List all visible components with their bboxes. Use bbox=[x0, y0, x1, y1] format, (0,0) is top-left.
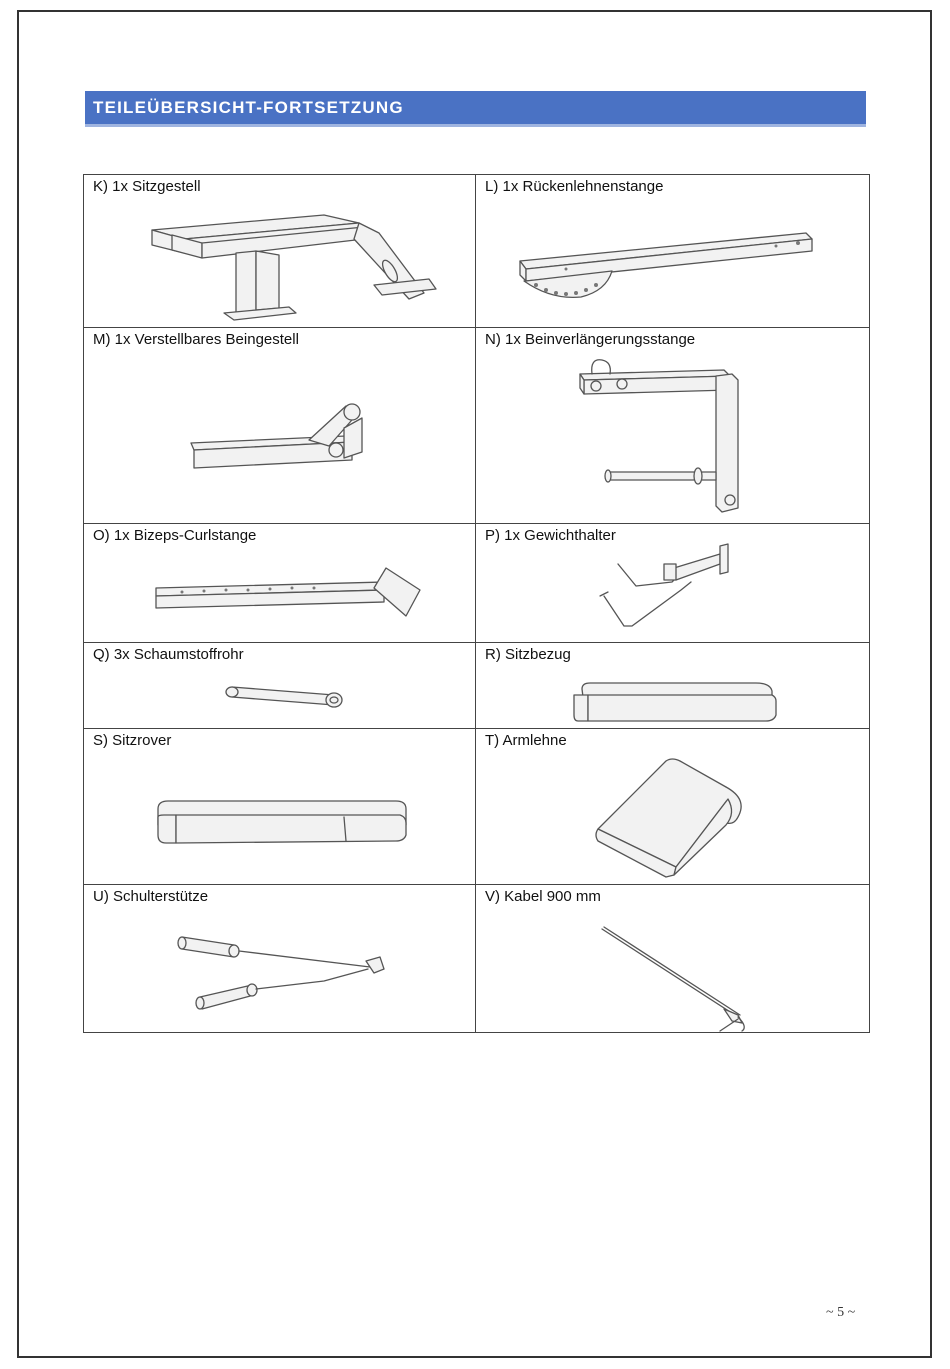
part-label-t: T) Armlehne bbox=[485, 732, 567, 749]
foam-tube-icon bbox=[84, 643, 476, 729]
part-cell-q bbox=[84, 643, 476, 729]
armrest-icon bbox=[476, 729, 870, 885]
part-cell-o bbox=[84, 524, 476, 643]
shoulder-support-icon bbox=[84, 885, 476, 1033]
page-number: ~ 5 ~ bbox=[826, 1305, 856, 1320]
leg-extension-bar-icon bbox=[476, 328, 870, 524]
weight-holder-icon bbox=[476, 524, 870, 643]
seat-frame-icon bbox=[84, 175, 476, 328]
part-cell-p bbox=[476, 524, 870, 643]
part-cell-t bbox=[476, 729, 870, 885]
part-label-s: S) Sitzrover bbox=[93, 732, 172, 749]
part-cell-u bbox=[84, 885, 476, 1033]
part-label-p: P) 1x Gewichthalter bbox=[485, 527, 616, 544]
part-cell-k bbox=[84, 175, 476, 328]
part-label-n: N) 1x Beinverlängerungsstange bbox=[485, 331, 696, 348]
cable-icon bbox=[476, 885, 870, 1033]
biceps-curl-bar-icon bbox=[84, 524, 476, 643]
part-cell-r bbox=[476, 643, 870, 729]
part-cell-m bbox=[84, 328, 476, 524]
part-cell-l bbox=[476, 175, 870, 328]
part-label-m: M) 1x Verstellbares Beingestell bbox=[93, 331, 299, 348]
adjustable-leg-frame-icon bbox=[84, 328, 476, 524]
part-cell-n bbox=[476, 328, 870, 524]
part-label-u: U) Schulterstütze bbox=[93, 888, 209, 905]
part-label-r: R) Sitzbezug bbox=[485, 646, 571, 663]
part-label-v: V) Kabel 900 mm bbox=[485, 888, 601, 905]
part-cell-v bbox=[476, 885, 870, 1033]
parts-table bbox=[83, 174, 870, 1033]
part-label-k: K) 1x Sitzgestell bbox=[93, 178, 201, 195]
part-label-o: O) 1x Bizeps-Curlstange bbox=[93, 527, 257, 544]
seat-roller-icon bbox=[84, 729, 476, 885]
part-label-l: L) 1x Rückenlehnenstange bbox=[485, 178, 664, 195]
section-title: TEILEÜBERSICHT-FORTSETZUNG bbox=[93, 97, 404, 117]
section-header bbox=[85, 91, 866, 127]
backrest-bar-icon bbox=[476, 175, 870, 328]
part-cell-s bbox=[84, 729, 476, 885]
seat-cover-icon bbox=[476, 643, 870, 729]
part-label-q: Q) 3x Schaumstoffrohr bbox=[93, 646, 244, 663]
